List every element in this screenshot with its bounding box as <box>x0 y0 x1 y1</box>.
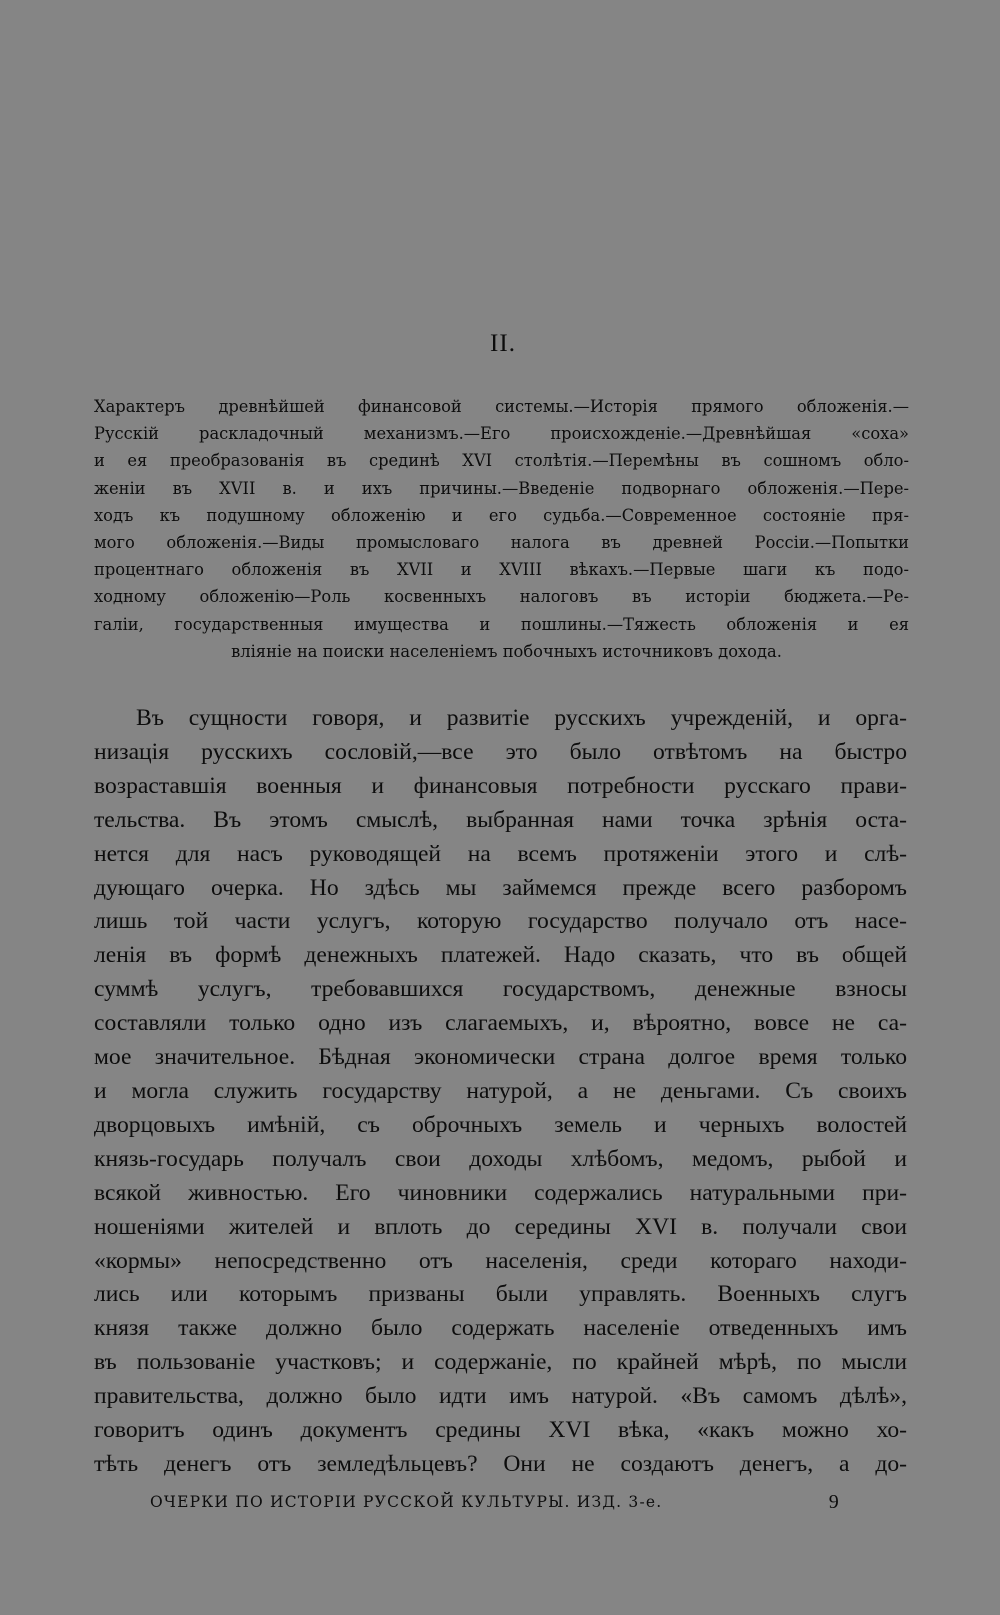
body-line: тѣть денегъ отъ земледѣльцевъ? Они не создаютъ денегъ, а до- <box>94 1450 907 1477</box>
body-line: суммѣ услугъ, требовавшихся государствомъ, денежные взносы <box>94 976 907 1003</box>
summary-line: ходному обложенію—Роль косвенныхъ налоговъ въ исторіи бюджета.—Ре- <box>94 587 909 607</box>
chapter-number: II. <box>490 330 516 357</box>
summary-line: Русскій раскладочный механизмъ.—Его происхожденіе.—Древнѣйшая «соха» <box>94 424 909 444</box>
body-line: дующаго очерка. Но здѣсь мы займемся прежде всего разборомъ <box>94 874 907 901</box>
body-line: дворцовыхъ имѣній, съ оброчныхъ земель и черныхъ волостей <box>94 1111 907 1138</box>
summary-line: Характеръ древнѣйшей финансовой системы.—Исторія прямого обложенія.— <box>94 397 909 416</box>
body-line: князя также должно было содержать населеніе отведенныхъ имъ <box>94 1315 907 1342</box>
body-line: нется для насъ руководящей на всемъ протяженіи этого и слѣ- <box>94 840 907 867</box>
body-line: «кормы» непосредственно отъ населенія, среди котораго находи- <box>94 1247 907 1274</box>
body-line: ленія въ формѣ денежныхъ платежей. Надо сказать, что въ общей <box>94 942 907 969</box>
summary-line: галіи, государственныя имущества и пошлины.—Тяжесть обложенія и ея <box>94 614 909 634</box>
summary-line: и ея преобразованія въ срединѣ XVI столѣтія.—Перемѣны въ сошномъ обло- <box>94 451 909 471</box>
chapter-summary <box>94 393 909 665</box>
page-number: 9 <box>828 1491 840 1513</box>
body-line: Въ сущности говоря, и развитіе русскихъ учрежденій, и орга- <box>136 705 907 731</box>
body-line: лись или которымъ призваны были управлять. Военныхъ слугъ <box>94 1281 907 1308</box>
body-line: мое значительное. Бѣдная экономически страна долгое время только <box>94 1044 907 1071</box>
body-line: составляли только одно изъ слагаемыхъ, и, вѣроятно, вовсе не са- <box>94 1010 907 1037</box>
body-line: низація русскихъ сословій,—все это было отвѣтомъ на быстро <box>94 738 907 765</box>
body-line: возраставшія военныя и финансовыя потребности русскаго прави- <box>94 772 907 799</box>
body-line: въ пользованіе участковъ; и содержаніе, по крайней мѣрѣ, по мысли <box>94 1349 907 1376</box>
summary-line: женіи въ XVII в. и ихъ причины.—Введеніе подворнаго обложенія.—Пере- <box>94 478 909 498</box>
summary-line: вліяніе на поиски населеніемъ побочныхъ источниковъ дохода. <box>231 641 782 661</box>
footer-book-title: ОЧЕРКИ ПО ИСТОРІИ РУССКОЙ КУЛЬТУРЫ. ИЗД. 3-е. <box>150 1493 663 1511</box>
summary-line: процентнаго обложенія въ XVII и XVIII вѣкахъ.—Первые шаги къ подо- <box>94 560 909 580</box>
body-line: князь-государь получалъ свои доходы хлѣбомъ, медомъ, рыбой и <box>94 1145 907 1172</box>
body-text <box>94 702 907 1482</box>
body-line: ношеніями жителей и вплоть до середины XVI в. получали свои <box>94 1213 907 1240</box>
body-line: лишь той части услугъ, которую государство получало отъ насе- <box>94 908 907 935</box>
page-footer <box>150 1493 840 1517</box>
summary-line: ходъ къ подушному обложенію и его судьба.—Современное состояніе пря- <box>94 505 909 525</box>
body-line: правительства, должно было идти имъ натурой. «Въ самомъ дѣлѣ», <box>94 1383 907 1410</box>
body-line: и могла служить государству натурой, а не деньгами. Съ своихъ <box>94 1077 907 1104</box>
body-line: говоритъ одинъ документъ средины XVI вѣка, «какъ можно хо- <box>94 1417 907 1444</box>
body-line: тельства. Въ этомъ смыслѣ, выбранная нами точка зрѣнія оста- <box>94 806 907 833</box>
summary-line: мого обложенія.—Виды промысловаго налога въ древней Россіи.—Попытки <box>94 533 909 553</box>
body-line: всякой живностью. Его чиновники содержались натуральными при- <box>94 1179 907 1206</box>
